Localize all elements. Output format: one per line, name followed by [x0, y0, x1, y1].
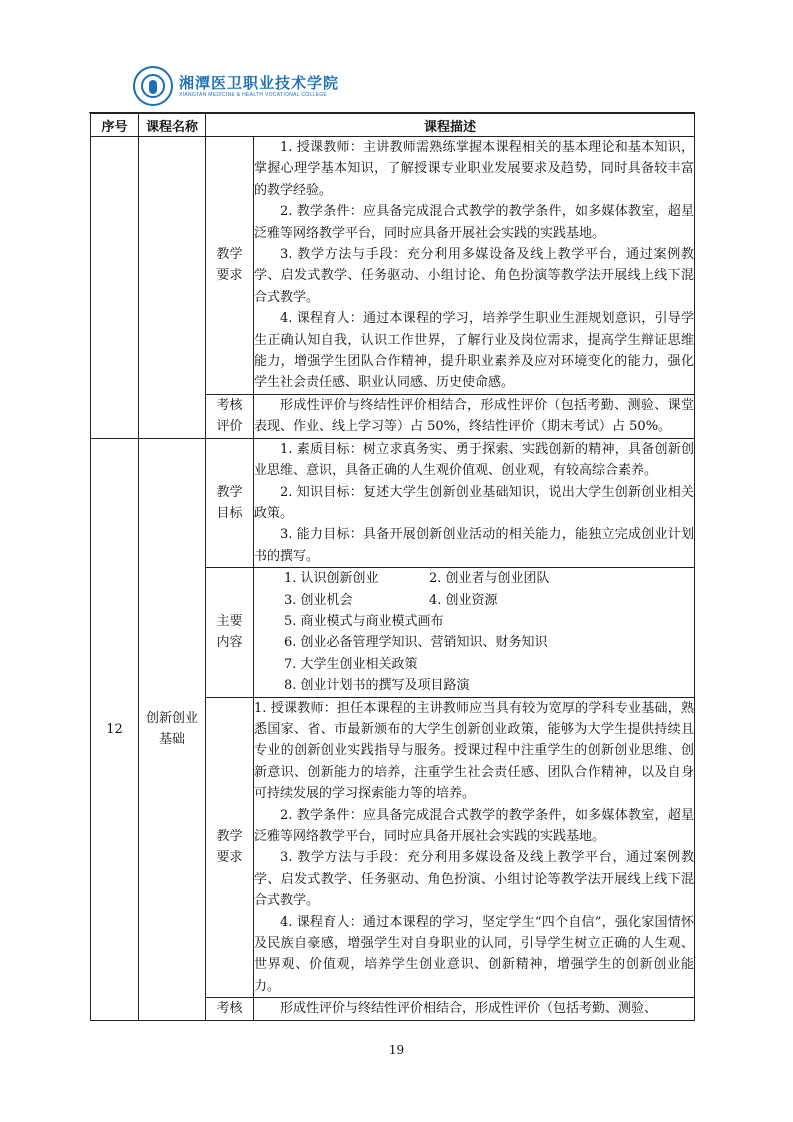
list-item: 5. 商业模式与商业模式画布: [284, 613, 444, 629]
header-course-name: 课程名称: [139, 114, 206, 137]
list-item: 4. 创业资源: [429, 592, 498, 608]
prev-req-item: 3. 教学方法与手段：充分利用多媒设备及线上教学平台，通过案例教学、启发式教学、任务驱动、小组讨论、角色扮演等教学法开展线上线下混合式教学。: [254, 247, 694, 305]
list-item: 7. 大学生创业相关政策: [284, 656, 418, 672]
college-name: 湘潭医卫职业技术学院: [179, 73, 340, 92]
req-item: 3. 教学方法与手段：充分利用多媒设备及线上教学平台，通过案例教学、启发式教学、任务驱动、角色扮演、小组讨论等教学法开展线上线下混合式教学。: [254, 850, 694, 909]
table-row: [91, 438, 695, 567]
prev-req-desc: [254, 137, 695, 395]
header-course-desc: 课程描述: [206, 114, 695, 137]
goal-item: 2. 知识目标：复述大学生创新创业基础知识，说出大学生创新创业相关政策。: [254, 484, 694, 521]
prev-req-item: 1. 授课教师：主讲教师需熟练掌握本课程相关的基本理论和基本知识，掌握心理学基本知识，了解授课专业职业发展要求及趋势，同时具备较丰富的教学经验。: [254, 140, 694, 198]
prev-req-item: 4. 课程育人：通过本课程的学习，培养学生职业生涯规划意识，引导学生正确认知自我，认识工作世界，了解行业及岗位需求，提高学生辩证思维能力，增强学生团队合作精神，提升职业素养及应对环境变化的能力，强化学生社会责任感、职业认同感、历史使命感。: [254, 311, 694, 391]
eval-desc: 形成性评价与终结性评价相结合，形成性评价（包括考勤、测验、: [254, 998, 695, 1020]
req-item: 2. 教学条件：应具备完成混合式教学的教学条件，如多媒体教室，超星泛雅等网络教学平台，同时应具备开展社会实践的实践基地。: [254, 807, 694, 844]
course-name: 创新创业基础: [139, 438, 206, 1020]
prev-seq-cell: [91, 137, 139, 439]
prev-req-item: 2. 教学条件：应具备完成混合式教学的教学条件，如多媒体教室，超星泛雅等网络教学平台，同时应具备开展社会实践的实践基地。: [254, 204, 694, 241]
course-seq: 12: [91, 438, 139, 1020]
college-seal-icon: [133, 66, 173, 106]
table-row: [91, 137, 695, 395]
req-item: 1. 授课教师：担任本课程的主讲教师应当具有较为宽厚的学科专业基础，熟悉国家、省、市最新颁布的大学生创新创业政策，能够为大学生提供持续且专业的创新创业实践指导与服务。授课过程中注重学生的创新创业思维、创新意识、创新能力的培养，注重学生社会责任感、团队合作精神，以及自身可持续发展的学习探索能力等的培养。: [254, 700, 694, 802]
prev-name-cell: [139, 137, 206, 439]
list-item: 8. 创业计划书的撰写及项目路演: [284, 678, 470, 694]
list-item: 1. 认识创新创业: [284, 571, 379, 587]
page-number: 19: [388, 1043, 405, 1057]
goal-desc: [254, 438, 695, 567]
eval-label: 考核: [206, 998, 254, 1020]
prev-eval-desc: 形成性评价与终结性评价相结合，形成性评价（包括考勤、测验、课堂表现、作业、线上学习等）占 50%，终结性评价（期末考试）占 50%。: [254, 394, 695, 438]
content-label: 主要内容: [206, 568, 254, 697]
course-table: [90, 113, 695, 1021]
req-label: 教学要求: [206, 697, 254, 998]
prev-eval-label: 考核评价: [206, 394, 254, 438]
header-seq: 序号: [91, 114, 139, 137]
goal-item: 3. 能力目标：具备开展创新创业活动的相关能力，能独立完成创业计划书的撰写。: [254, 527, 694, 564]
college-logo: [133, 66, 339, 106]
goal-label: 教学目标: [206, 438, 254, 567]
prev-req-label: 教学要求: [206, 137, 254, 395]
table-header-row: [91, 114, 695, 137]
list-item: 3. 创业机会: [284, 592, 353, 608]
content-list: [254, 568, 695, 697]
goal-item: 1. 素质目标：树立求真务实、勇于探索、实践创新的精神，具备创新创业思维、意识，具备正确的人生观价值观、创业观，有较高综合素养。: [254, 441, 694, 479]
college-name-en: XIANGTAN MEDICINE & HEALTH VOCATIONAL COLLEGE: [179, 91, 328, 98]
req-item: 4. 课程育人：通过本课程的学习，坚定学生“四个自信”，强化家国情怀及民族自豪感，增强学生对自身职业的认同，引导学生树立正确的人生观、世界观、价值观，培养学生创业意识、创新精神，增强学生的创新创业能力。: [254, 914, 694, 994]
list-item: 6. 创业必备管理学知识、营销知识、财务知识: [284, 635, 548, 651]
list-item: 2. 创业者与创业团队: [429, 571, 550, 587]
req-desc: [254, 697, 695, 998]
